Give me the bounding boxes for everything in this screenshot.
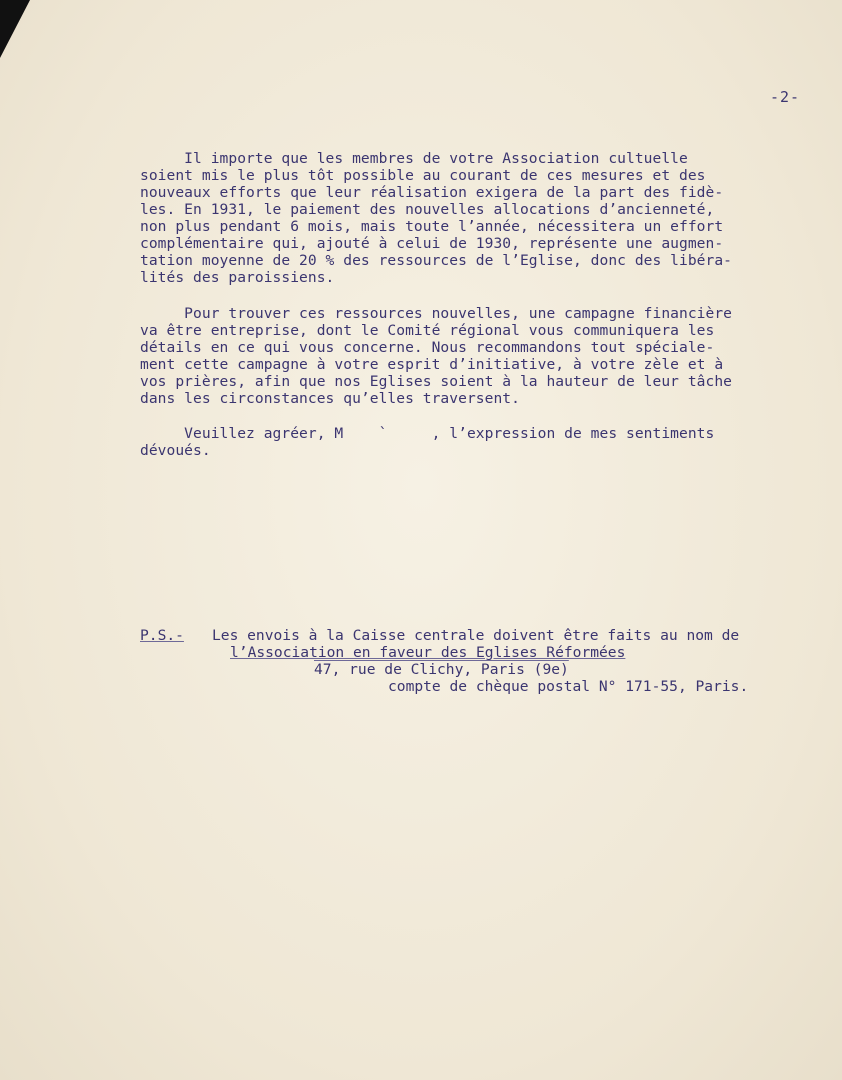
page-number: -2- [770,88,801,106]
postscript-label: P.S.- [140,627,184,644]
paragraph-financial-campaign: Pour trouver ces ressources nouvelles, une campagne financière va être entreprise, dont le Comité régional vous communiquera les détails en ce qui vous concerne. Nous recommandons tout spéciale- ment cette campagne à votre esprit d’initiative, à votre zèle et à vos prières, afin que nos Eglises soient à la hauteur de leur tâche dans les circonstances qu’elles traversent. [140,305,733,407]
postscript-line-1: Les envois à la Caisse centrale doivent être faits au nom de [212,627,740,644]
postscript-line-4: compte de chèque postal N° 171-55, Paris. [388,678,749,695]
paragraph-closing-salutation: Veuillez agréer, M ` , l’expression de mes sentiments dévoués. [140,425,715,459]
postscript-line-3: 47, rue de Clichy, Paris (9e) [314,661,569,678]
postscript-line-2: l’Association en faveur des Eglises Réformées [230,644,626,661]
paragraph-association-members: Il importe que les membres de votre Association cultuelle soient mis le plus tôt possible au courant de ces mesures et des nouveaux efforts que leur réalisation exigera de la part des fidè- les. En 1931, le paiement des nouvelles allocations d’ancienneté, non plus pendant 6 mois, mais toute l’année, nécessitera un effort complémentaire qui, ajouté à celui de 1930, représente une augmen- tation moyenne de 20 % des ressources de l’Eglise, donc des libéra- lités des paroissiens. [140,150,733,286]
torn-corner [0,0,30,58]
